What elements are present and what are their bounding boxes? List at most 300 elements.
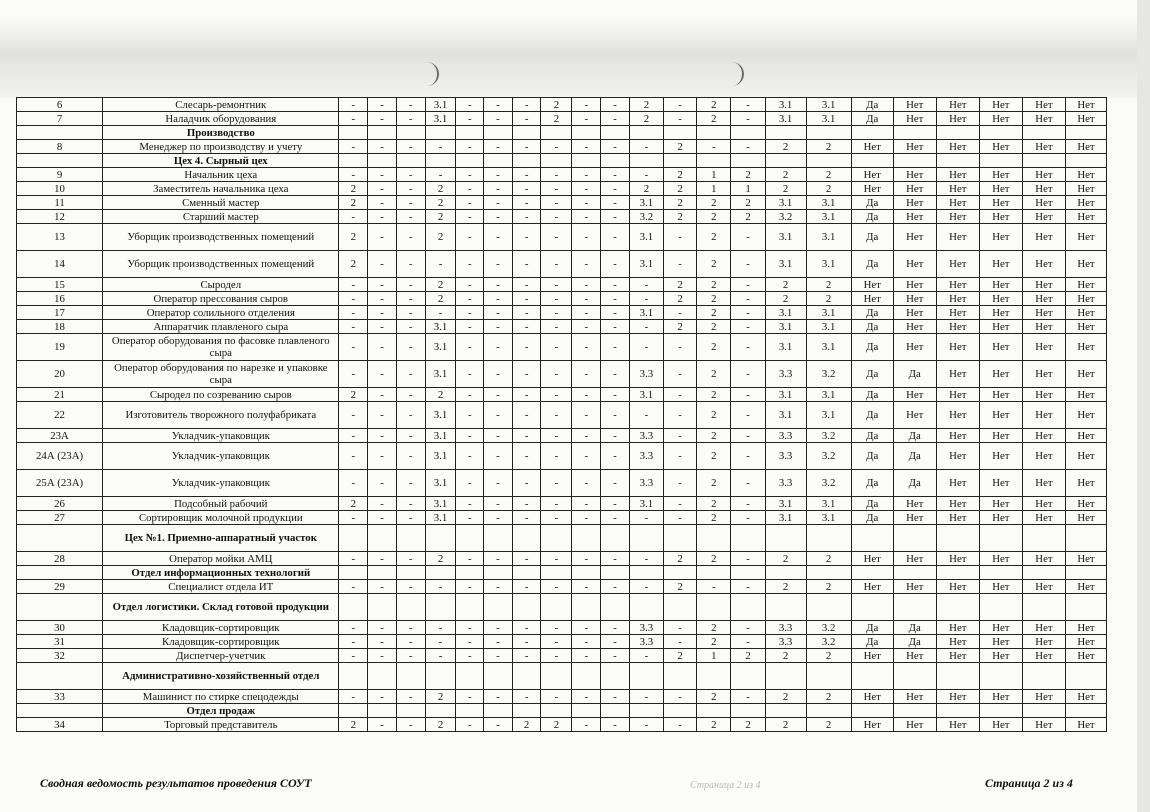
value-cell: - — [396, 649, 425, 663]
job-title: Укладчик-упаковщик — [103, 470, 339, 497]
value-cell: Нет — [979, 621, 1022, 635]
value-cell: - — [339, 140, 368, 154]
value-cell: Нет — [893, 292, 936, 306]
value-cell: - — [484, 690, 513, 704]
value-cell: Нет — [893, 552, 936, 566]
value-cell: - — [572, 580, 601, 594]
value-cell: Нет — [936, 196, 979, 210]
value-cell: 2 — [765, 278, 806, 292]
value-cell: - — [601, 140, 630, 154]
job-title: Наладчик оборудования — [103, 112, 339, 126]
value-cell: 3.2 — [806, 443, 851, 470]
value-cell: 2 — [765, 292, 806, 306]
empty-cell — [396, 126, 425, 140]
table-row — [17, 168, 1107, 182]
value-cell: - — [368, 224, 397, 251]
value-cell: Нет — [1065, 168, 1106, 182]
job-title: Заместитель начальника цеха — [103, 182, 339, 196]
value-cell: - — [512, 320, 541, 334]
value-cell: Нет — [851, 718, 893, 732]
empty-cell — [456, 126, 484, 140]
value-cell: - — [456, 388, 484, 402]
value-cell: - — [368, 552, 397, 566]
value-cell: - — [664, 429, 697, 443]
value-cell: 3.1 — [425, 402, 456, 429]
job-title: Укладчик-упаковщик — [103, 443, 339, 470]
job-title: Торговый представитель — [103, 718, 339, 732]
value-cell: - — [629, 552, 663, 566]
value-cell: - — [456, 552, 484, 566]
job-title: Аппаратчик плавленого сыра — [103, 320, 339, 334]
value-cell: - — [572, 690, 601, 704]
empty-cell — [1065, 663, 1106, 690]
value-cell: - — [425, 649, 456, 663]
value-cell: 3.1 — [629, 306, 663, 320]
value-cell: Нет — [936, 621, 979, 635]
value-cell: - — [541, 511, 572, 525]
value-cell: - — [541, 402, 572, 429]
empty-cell — [425, 566, 456, 580]
value-cell: 3.3 — [765, 470, 806, 497]
value-cell: Нет — [1022, 552, 1065, 566]
value-cell: Да — [851, 224, 893, 251]
table-row — [17, 511, 1107, 525]
value-cell: - — [512, 168, 541, 182]
value-cell: - — [484, 278, 513, 292]
value-cell: - — [572, 292, 601, 306]
value-cell: - — [456, 621, 484, 635]
value-cell: - — [339, 621, 368, 635]
value-cell: - — [396, 621, 425, 635]
value-cell: Нет — [851, 278, 893, 292]
value-cell: 2 — [697, 497, 731, 511]
value-cell: - — [512, 196, 541, 210]
value-cell: 2 — [697, 402, 731, 429]
value-cell: Нет — [851, 140, 893, 154]
empty-cell — [339, 126, 368, 140]
job-title: Начальник цеха — [103, 168, 339, 182]
empty-cell — [541, 704, 572, 718]
job-title: Диспетчер-учетчик — [103, 649, 339, 663]
value-cell: Нет — [1065, 621, 1106, 635]
value-cell: - — [601, 210, 630, 224]
job-title: Укладчик-упаковщик — [103, 429, 339, 443]
value-cell: - — [731, 402, 765, 429]
value-cell: 3.3 — [629, 443, 663, 470]
value-cell: - — [339, 361, 368, 388]
value-cell: - — [601, 306, 630, 320]
value-cell: Нет — [936, 112, 979, 126]
value-cell: 1 — [697, 168, 731, 182]
value-cell: 3.1 — [425, 320, 456, 334]
empty-cell — [456, 594, 484, 621]
value-cell: - — [456, 470, 484, 497]
value-cell: Да — [851, 621, 893, 635]
value-cell: - — [541, 552, 572, 566]
empty-cell — [368, 594, 397, 621]
empty-cell — [1022, 704, 1065, 718]
value-cell: - — [396, 402, 425, 429]
value-cell: Нет — [1022, 690, 1065, 704]
value-cell: 2 — [765, 182, 806, 196]
row-number: 22 — [17, 402, 103, 429]
value-cell: - — [572, 552, 601, 566]
empty-cell — [936, 663, 979, 690]
empty-cell — [731, 154, 765, 168]
value-cell: - — [339, 210, 368, 224]
value-cell: Нет — [936, 718, 979, 732]
value-cell: - — [731, 443, 765, 470]
value-cell: 3.3 — [629, 621, 663, 635]
value-cell: - — [541, 388, 572, 402]
value-cell: Да — [851, 470, 893, 497]
value-cell: 2 — [806, 140, 851, 154]
value-cell: - — [512, 690, 541, 704]
value-cell: - — [572, 251, 601, 278]
value-cell: - — [396, 306, 425, 320]
value-cell: Нет — [1065, 210, 1106, 224]
value-cell: - — [731, 621, 765, 635]
empty-cell — [425, 154, 456, 168]
value-cell: Нет — [893, 497, 936, 511]
row-number: 16 — [17, 292, 103, 306]
empty-cell — [851, 525, 893, 552]
empty-cell — [765, 525, 806, 552]
value-cell: Нет — [893, 649, 936, 663]
value-cell: - — [629, 168, 663, 182]
value-cell: 2 — [339, 182, 368, 196]
empty-cell — [368, 704, 397, 718]
value-cell: - — [664, 511, 697, 525]
value-cell: Нет — [1065, 511, 1106, 525]
value-cell: - — [484, 251, 513, 278]
value-cell: Нет — [979, 210, 1022, 224]
value-cell: Нет — [936, 429, 979, 443]
value-cell: - — [339, 552, 368, 566]
section-num-cell — [17, 126, 103, 140]
value-cell: - — [368, 429, 397, 443]
value-cell: - — [396, 224, 425, 251]
section-row — [17, 566, 1107, 580]
value-cell: - — [572, 402, 601, 429]
value-cell: 2 — [339, 388, 368, 402]
value-cell: Нет — [893, 98, 936, 112]
empty-cell — [425, 663, 456, 690]
value-cell: 3.1 — [629, 196, 663, 210]
row-number: 25А (23А) — [17, 470, 103, 497]
empty-cell — [1065, 126, 1106, 140]
row-number: 15 — [17, 278, 103, 292]
value-cell: - — [601, 320, 630, 334]
section-num-cell — [17, 663, 103, 690]
value-cell: - — [572, 621, 601, 635]
value-cell: 2 — [765, 718, 806, 732]
value-cell: - — [456, 140, 484, 154]
value-cell: - — [731, 511, 765, 525]
value-cell: 2 — [425, 292, 456, 306]
value-cell: - — [731, 470, 765, 497]
value-cell: - — [572, 168, 601, 182]
value-cell: Нет — [1065, 196, 1106, 210]
row-number: 11 — [17, 196, 103, 210]
value-cell: 2 — [425, 278, 456, 292]
row-number: 10 — [17, 182, 103, 196]
job-title: Сыродел по созреванию сыров — [103, 388, 339, 402]
value-cell: Нет — [936, 497, 979, 511]
value-cell: - — [664, 718, 697, 732]
value-cell: - — [572, 470, 601, 497]
value-cell: - — [601, 429, 630, 443]
section-title: Цех №1. Приемно-аппаратный участок — [103, 525, 339, 552]
value-cell: 3.1 — [806, 511, 851, 525]
value-cell: 2 — [697, 210, 731, 224]
value-cell: - — [484, 497, 513, 511]
empty-cell — [664, 154, 697, 168]
value-cell: - — [368, 361, 397, 388]
empty-cell — [936, 126, 979, 140]
empty-cell — [851, 126, 893, 140]
value-cell: - — [601, 497, 630, 511]
value-cell: Нет — [979, 718, 1022, 732]
row-number: 27 — [17, 511, 103, 525]
empty-cell — [456, 154, 484, 168]
value-cell: 2 — [629, 98, 663, 112]
value-cell: 2 — [339, 251, 368, 278]
value-cell: 2 — [806, 649, 851, 663]
value-cell: Нет — [851, 182, 893, 196]
empty-cell — [893, 704, 936, 718]
value-cell: - — [339, 443, 368, 470]
value-cell: - — [368, 334, 397, 361]
value-cell: - — [512, 388, 541, 402]
value-cell: 2 — [697, 292, 731, 306]
job-title: Оператор оборудования по нарезке и упаковке сыра — [103, 361, 339, 388]
value-cell: 2 — [425, 718, 456, 732]
value-cell: Нет — [936, 402, 979, 429]
empty-cell — [851, 663, 893, 690]
value-cell: Нет — [1065, 470, 1106, 497]
empty-cell — [396, 566, 425, 580]
value-cell: - — [456, 334, 484, 361]
value-cell: Нет — [1022, 168, 1065, 182]
value-cell: - — [629, 580, 663, 594]
value-cell: - — [541, 497, 572, 511]
row-number: 20 — [17, 361, 103, 388]
value-cell: 2 — [765, 552, 806, 566]
value-cell: 3.3 — [629, 470, 663, 497]
value-cell: Нет — [936, 443, 979, 470]
empty-cell — [541, 154, 572, 168]
value-cell: Нет — [1022, 635, 1065, 649]
value-cell: - — [731, 224, 765, 251]
empty-cell — [806, 704, 851, 718]
table-row — [17, 649, 1107, 663]
value-cell: - — [396, 320, 425, 334]
empty-cell — [572, 154, 601, 168]
value-cell: Нет — [936, 98, 979, 112]
value-cell: - — [368, 649, 397, 663]
value-cell: Нет — [936, 182, 979, 196]
value-cell: - — [368, 443, 397, 470]
value-cell: - — [368, 251, 397, 278]
value-cell: - — [572, 182, 601, 196]
value-cell: 2 — [697, 361, 731, 388]
value-cell: Нет — [1022, 621, 1065, 635]
value-cell: - — [512, 429, 541, 443]
section-title: Производство — [103, 126, 339, 140]
value-cell: 2 — [806, 690, 851, 704]
empty-cell — [731, 126, 765, 140]
value-cell: - — [541, 210, 572, 224]
value-cell: Нет — [979, 292, 1022, 306]
job-title: Подсобный рабочий — [103, 497, 339, 511]
value-cell: Нет — [1022, 334, 1065, 361]
value-cell: 2 — [697, 552, 731, 566]
value-cell: 2 — [664, 649, 697, 663]
table-row — [17, 224, 1107, 251]
empty-cell — [1022, 663, 1065, 690]
empty-cell — [541, 525, 572, 552]
row-number: 33 — [17, 690, 103, 704]
empty-cell — [541, 126, 572, 140]
value-cell: Нет — [893, 690, 936, 704]
row-number: 17 — [17, 306, 103, 320]
value-cell: 3.1 — [806, 402, 851, 429]
value-cell: - — [629, 718, 663, 732]
empty-cell — [893, 525, 936, 552]
value-cell: - — [456, 306, 484, 320]
empty-cell — [979, 126, 1022, 140]
empty-cell — [629, 525, 663, 552]
value-cell: 2 — [664, 580, 697, 594]
empty-cell — [731, 525, 765, 552]
value-cell: - — [541, 649, 572, 663]
empty-cell — [572, 663, 601, 690]
section-row — [17, 126, 1107, 140]
value-cell: - — [572, 210, 601, 224]
value-cell: - — [731, 98, 765, 112]
empty-cell — [664, 594, 697, 621]
value-cell: 2 — [806, 580, 851, 594]
value-cell: Нет — [1065, 402, 1106, 429]
value-cell: - — [731, 429, 765, 443]
value-cell: - — [368, 98, 397, 112]
value-cell: - — [572, 98, 601, 112]
value-cell: - — [368, 292, 397, 306]
value-cell: - — [512, 402, 541, 429]
value-cell: - — [541, 320, 572, 334]
value-cell: - — [484, 361, 513, 388]
value-cell: - — [425, 580, 456, 594]
empty-cell — [396, 154, 425, 168]
value-cell: - — [541, 334, 572, 361]
value-cell: 3.1 — [806, 224, 851, 251]
table-row — [17, 182, 1107, 196]
value-cell: 3.1 — [806, 388, 851, 402]
value-cell: 3.1 — [806, 251, 851, 278]
empty-cell — [731, 594, 765, 621]
empty-cell — [456, 525, 484, 552]
value-cell: 1 — [697, 182, 731, 196]
table-row — [17, 497, 1107, 511]
empty-cell — [396, 525, 425, 552]
empty-cell — [425, 126, 456, 140]
value-cell: - — [541, 292, 572, 306]
value-cell: - — [601, 388, 630, 402]
value-cell: - — [484, 580, 513, 594]
value-cell: - — [731, 320, 765, 334]
value-cell: - — [572, 196, 601, 210]
value-cell: Нет — [893, 251, 936, 278]
empty-cell — [396, 704, 425, 718]
empty-cell — [731, 566, 765, 580]
value-cell: - — [456, 196, 484, 210]
job-title: Сортировщик молочной продукции — [103, 511, 339, 525]
job-title: Оператор мойки АМЦ — [103, 552, 339, 566]
value-cell: 3.1 — [806, 334, 851, 361]
empty-cell — [629, 594, 663, 621]
value-cell: Нет — [893, 210, 936, 224]
value-cell: 3.1 — [806, 306, 851, 320]
value-cell: Нет — [979, 224, 1022, 251]
value-cell: 2 — [664, 168, 697, 182]
value-cell: Нет — [851, 168, 893, 182]
value-cell: - — [512, 443, 541, 470]
value-cell: 2 — [765, 690, 806, 704]
value-cell: 3.1 — [806, 196, 851, 210]
value-cell: 2 — [697, 112, 731, 126]
value-cell: - — [601, 196, 630, 210]
value-cell: Нет — [1065, 388, 1106, 402]
value-cell: Нет — [1065, 361, 1106, 388]
job-title: Уборщик производственных помещений — [103, 224, 339, 251]
value-cell: - — [512, 580, 541, 594]
value-cell: - — [368, 140, 397, 154]
empty-cell — [601, 126, 630, 140]
row-number: 32 — [17, 649, 103, 663]
value-cell: - — [368, 278, 397, 292]
empty-cell — [629, 704, 663, 718]
value-cell: 3.1 — [806, 320, 851, 334]
table-row — [17, 580, 1107, 594]
row-number: 28 — [17, 552, 103, 566]
value-cell: - — [601, 552, 630, 566]
job-title: Изготовитель творожного полуфабриката — [103, 402, 339, 429]
value-cell: 2 — [697, 98, 731, 112]
empty-cell — [893, 566, 936, 580]
value-cell: Нет — [1065, 140, 1106, 154]
empty-cell — [339, 566, 368, 580]
value-cell: - — [512, 98, 541, 112]
empty-cell — [512, 154, 541, 168]
empty-cell — [425, 525, 456, 552]
value-cell: - — [484, 429, 513, 443]
value-cell: 2 — [425, 210, 456, 224]
empty-cell — [484, 154, 513, 168]
value-cell: - — [601, 251, 630, 278]
empty-cell — [512, 704, 541, 718]
value-cell: Нет — [893, 182, 936, 196]
value-cell: - — [456, 210, 484, 224]
value-cell: Нет — [893, 320, 936, 334]
empty-cell — [979, 663, 1022, 690]
value-cell: Нет — [936, 580, 979, 594]
value-cell: - — [484, 98, 513, 112]
value-cell: Нет — [979, 443, 1022, 470]
value-cell: - — [664, 334, 697, 361]
row-number: 19 — [17, 334, 103, 361]
value-cell: Нет — [851, 292, 893, 306]
